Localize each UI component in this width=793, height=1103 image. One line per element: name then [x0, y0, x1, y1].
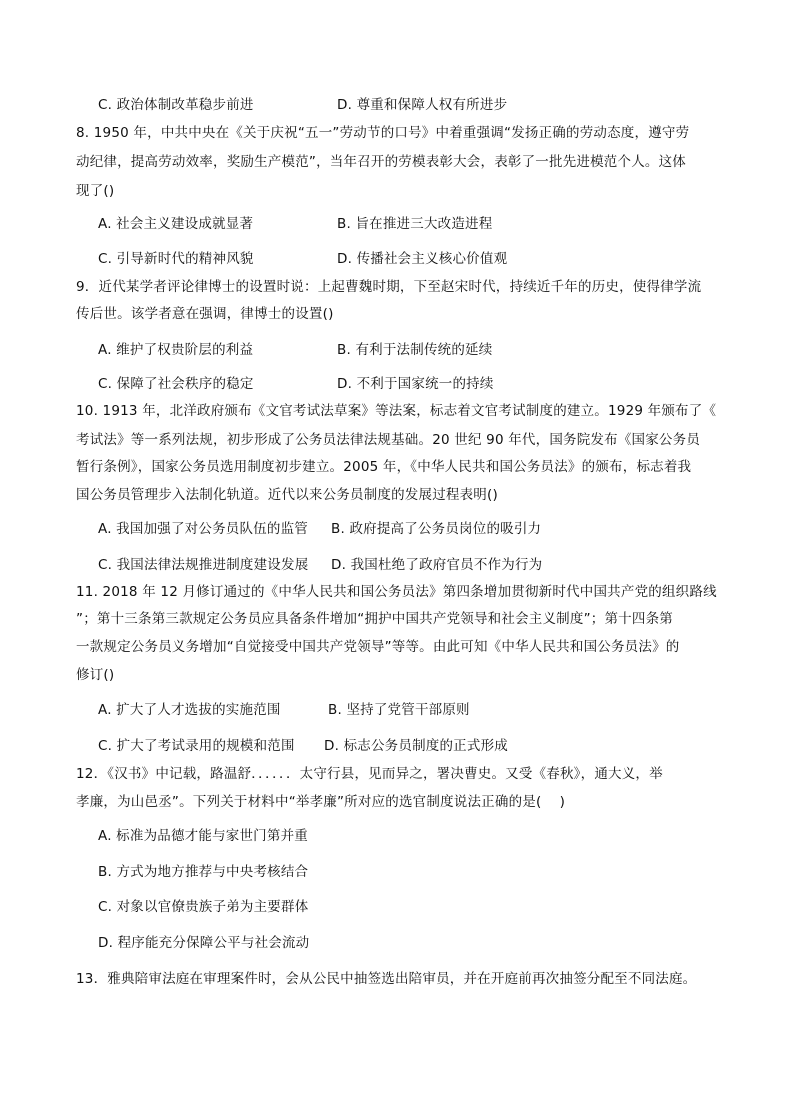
q10-option-c: C. 我国法律法规推进制度建设发展 [98, 557, 309, 573]
q8-option-c: C. 引导新时代的精神风貌 [98, 251, 254, 267]
q10-stem-line-2: 考试法》等一系列法规，初步形成了公务员法律法规基础。20 世纪 90 年代，国务院发布《国家公务员 [76, 432, 701, 448]
q11-stem-line-4: 修订() [76, 667, 115, 683]
q12-option-b: B. 方式为地方推荐与中央考核结合 [98, 864, 309, 880]
q9-option-d: D. 不利于国家统一的持续 [337, 376, 494, 392]
q11-option-b: B. 坚持了党管干部原则 [328, 702, 470, 718]
q11-option-d: D. 标志公务员制度的正式形成 [324, 738, 508, 754]
q12-option-d: D. 程序能充分保障公平与社会流动 [98, 935, 310, 951]
q8-stem-line-2: 动纪律，提高劳动效率，奖励生产模范”，当年召开的劳模表彰大会，表彰了一批先进模范个人。这体 [76, 154, 686, 170]
q7-option-d: D. 尊重和保障人权有所进步 [337, 97, 508, 113]
q8-stem-line-3: 现了() [76, 183, 115, 199]
q10-stem-line-4: 国公务员管理步入法制化轨道。近代以来公务员制度的发展过程表明() [76, 487, 498, 503]
q10-option-d: D. 我国杜绝了政府官员不作为行为 [331, 557, 543, 573]
q9-option-c: C. 保障了社会秩序的稳定 [98, 376, 254, 392]
q10-option-b: B. 政府提高了公务员岗位的吸引力 [331, 521, 542, 537]
q13-stem-line-1: 13．雅典陪审法庭在审理案件时，会从公民中抽签选出陪审员，并在开庭前再次抽签分配至不同法庭。 [76, 971, 697, 987]
q11-stem-line-1: 11. 2018 年 12 月修订通过的《中华人民共和国公务员法》第四条增加贯彻新时代中国共产党的组织路线 [76, 584, 717, 600]
q12-stem-line-1: 12．《汉书》中记载，路温舒．．．．．．太守行县，见而异之，署决曹史。又受《春秋》，通大义，举 [76, 766, 663, 782]
q8-option-d: D. 传播社会主义核心价值观 [337, 251, 508, 267]
q12-option-a: A. 标准为品德才能与家世门第并重 [98, 828, 308, 844]
q8-option-b: B. 旨在推进三大改造进程 [337, 216, 493, 232]
q11-option-a: A. 扩大了人才选拔的实施范围 [98, 702, 281, 718]
q11-stem-line-3: 一款规定公务员义务增加“自觉接受中国共产党领导”等等。由此可知《中华人民共和国公务员法》的 [76, 639, 680, 655]
q12-stem-line-2: 孝廉，为山邑丞”。下列关于材料中“举孝廉”所对应的选官制度说法正确的是( ) [76, 794, 566, 810]
q8-option-a: A. 社会主义建设成就显著 [98, 216, 254, 232]
q9-stem-line-1: 9．近代某学者评论律博士的设置时说：上起曹魏时期，下至赵宋时代，持续近千年的历史，使得律学流 [76, 279, 702, 295]
q9-stem-line-2: 传后世。该学者意在强调，律博士的设置() [76, 306, 334, 322]
q10-stem-line-1: 10. 1913 年，北洋政府颁布《文官考试法草案》等法案，标志着文官考试制度的建立。1929 年颁布了《 [76, 403, 717, 419]
q10-stem-line-3: 暂行条例》，国家公务员选用制度初步建立。2005 年，《中华人民共和国公务员法》的颁布，标志着我 [76, 459, 692, 475]
q12-option-c: C. 对象以官僚贵族子弟为主要群体 [98, 899, 309, 915]
q11-option-c: C. 扩大了考试录用的规模和范围 [98, 738, 295, 754]
q9-option-b: B. 有利于法制传统的延续 [337, 342, 493, 358]
q8-stem-line-1: 8. 1950 年，中共中央在《关于庆祝“五一”劳动节的口号》中着重强调“发扬正确的劳动态度，遵守劳 [76, 125, 690, 141]
q11-stem-line-2: ”；第十三条第三款规定公务员应具备条件增加“拥护中国共产党领导和社会主义制度”；第十四条第 [76, 611, 673, 627]
q7-option-c: C. 政治体制改革稳步前进 [98, 97, 254, 113]
q10-option-a: A. 我国加强了对公务员队伍的监管 [98, 521, 308, 537]
q9-option-a: A. 维护了权贵阶层的利益 [98, 342, 254, 358]
